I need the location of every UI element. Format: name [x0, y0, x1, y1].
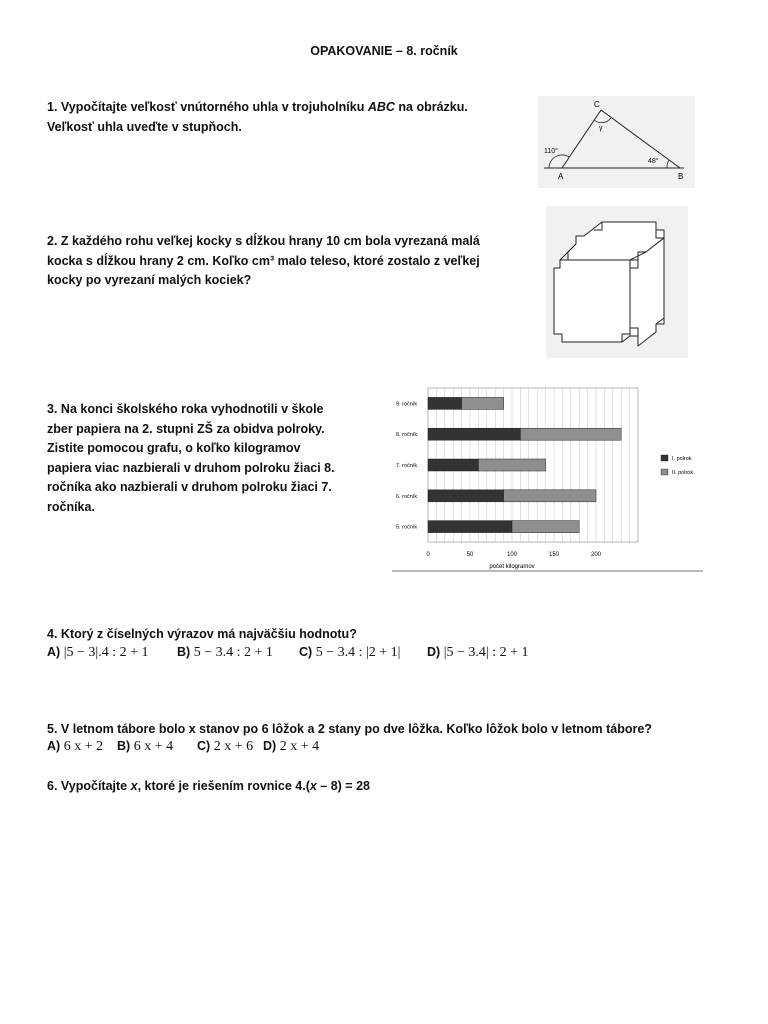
- question-number: 4.: [47, 627, 58, 641]
- category-label: 8. ročník: [396, 432, 418, 439]
- category-label: 6. ročník: [396, 493, 418, 500]
- question-number: 3.: [47, 402, 58, 416]
- x-axis-label: počet kilogramov: [489, 564, 535, 570]
- question-text: V letnom tábore bolo x stanov po 6 lôžok a 2 stany po dve lôžka. Koľko lôžok bolo v letnom tábore?: [57, 722, 652, 736]
- category-label: 7. ročník: [396, 463, 418, 469]
- triangle-name: ABC: [367, 100, 395, 114]
- bar-3-i-polrok: [428, 459, 478, 471]
- label-angle-110: 110°: [544, 148, 558, 155]
- option-d: D) 2 x + 4: [263, 739, 320, 754]
- bar-1-ii-polrok: [462, 397, 504, 409]
- label-b: B: [678, 172, 684, 181]
- question-text: Vypočítajte: [57, 779, 131, 793]
- tick-label: 200: [590, 552, 602, 558]
- question-4: [47, 625, 687, 645]
- question-2: [47, 232, 497, 291]
- label-gamma: γ: [599, 125, 603, 132]
- bar-4-ii-polrok: [504, 490, 596, 502]
- question-3: [47, 400, 347, 517]
- question-number: 2.: [47, 234, 58, 248]
- legend-label: II. polrok: [672, 470, 694, 476]
- category-label: 9. ročník: [396, 401, 418, 408]
- bar-3-ii-polrok: [478, 459, 545, 471]
- triangle-figure: [538, 96, 695, 188]
- option-b: B) 5 − 3.4 : 2 + 1: [177, 645, 273, 660]
- option-a: A) |5 − 3|.4 : 2 + 1: [47, 645, 149, 660]
- label-angle-48: 48°: [648, 158, 659, 165]
- legend-label: I. polrok: [672, 456, 692, 462]
- option-a: A) 6 x + 2: [47, 739, 104, 754]
- question-text: Ktorý z číselných výrazov má najväčšiu hodnotu?: [57, 627, 357, 641]
- question-number: 5.: [47, 722, 58, 736]
- label-a: A: [558, 172, 564, 181]
- option-c: C) 2 x + 6: [197, 739, 254, 754]
- question-text-cont: , ktoré je riešením rovnice 4.(: [137, 779, 310, 793]
- bar-chart: [390, 384, 705, 574]
- category-label: 5. ročník: [396, 524, 418, 531]
- bar-5-ii-polrok: [512, 521, 579, 533]
- tick-label: 0: [426, 552, 430, 558]
- question-5: [47, 720, 727, 740]
- bar-2-ii-polrok: [520, 428, 621, 440]
- option-b: B) 6 x + 4: [117, 739, 174, 754]
- option-c: C) 5 − 3.4 : |2 + 1|: [299, 645, 401, 660]
- question-text-end: – 8) = 28: [316, 779, 370, 793]
- question-text: Z každého rohu veľkej kocky s dĺžkou hrany 10 cm bola vyrezaná malá kocka s dĺžkou hrany 2 cm. Koľko cm³ malo teleso, ktoré zostalo z veľkej kocky po vyrezaní malých kociek?: [47, 234, 480, 287]
- cube-figure: [546, 206, 688, 358]
- tick-label: 100: [506, 552, 518, 558]
- bar-1-i-polrok: [428, 397, 462, 409]
- tick-label: 50: [466, 552, 474, 558]
- tick-label: 150: [548, 552, 560, 558]
- question-text: Na konci školského roka vyhodnotili v škole zber papiera na 2. stupni ZŠ za obidva polroky. Zistite pomocou grafu, o koľko kilogramov papiera viac nazbierali v druhom polroku žiaci 8. ročníka ako nazbierali v druhom polroku žiaci 7. ročníka.: [47, 402, 335, 514]
- question-number: 1.: [47, 100, 58, 114]
- bar-4-i-polrok: [428, 490, 504, 502]
- question-text: Vypočítajte veľkosť vnútorného uhla v trojuholníku: [57, 100, 368, 114]
- option-d: D) |5 − 3.4| : 2 + 1: [427, 645, 529, 660]
- question-text-cont: na obrázku. Veľkosť uhla uveďte v stupňoch.: [47, 100, 468, 134]
- bar-2-i-polrok: [428, 428, 520, 440]
- variable-x: x: [130, 779, 138, 793]
- question-1: [47, 98, 517, 137]
- page-title: OPAKOVANIE – 8. ročník: [310, 44, 458, 58]
- legend-swatch: [661, 469, 668, 475]
- variable-x: x: [309, 779, 317, 793]
- legend-swatch: [661, 455, 668, 461]
- label-c: C: [594, 100, 600, 109]
- bar-5-i-polrok: [428, 521, 512, 533]
- question-number: 6.: [47, 779, 58, 793]
- question-6: [47, 777, 647, 797]
